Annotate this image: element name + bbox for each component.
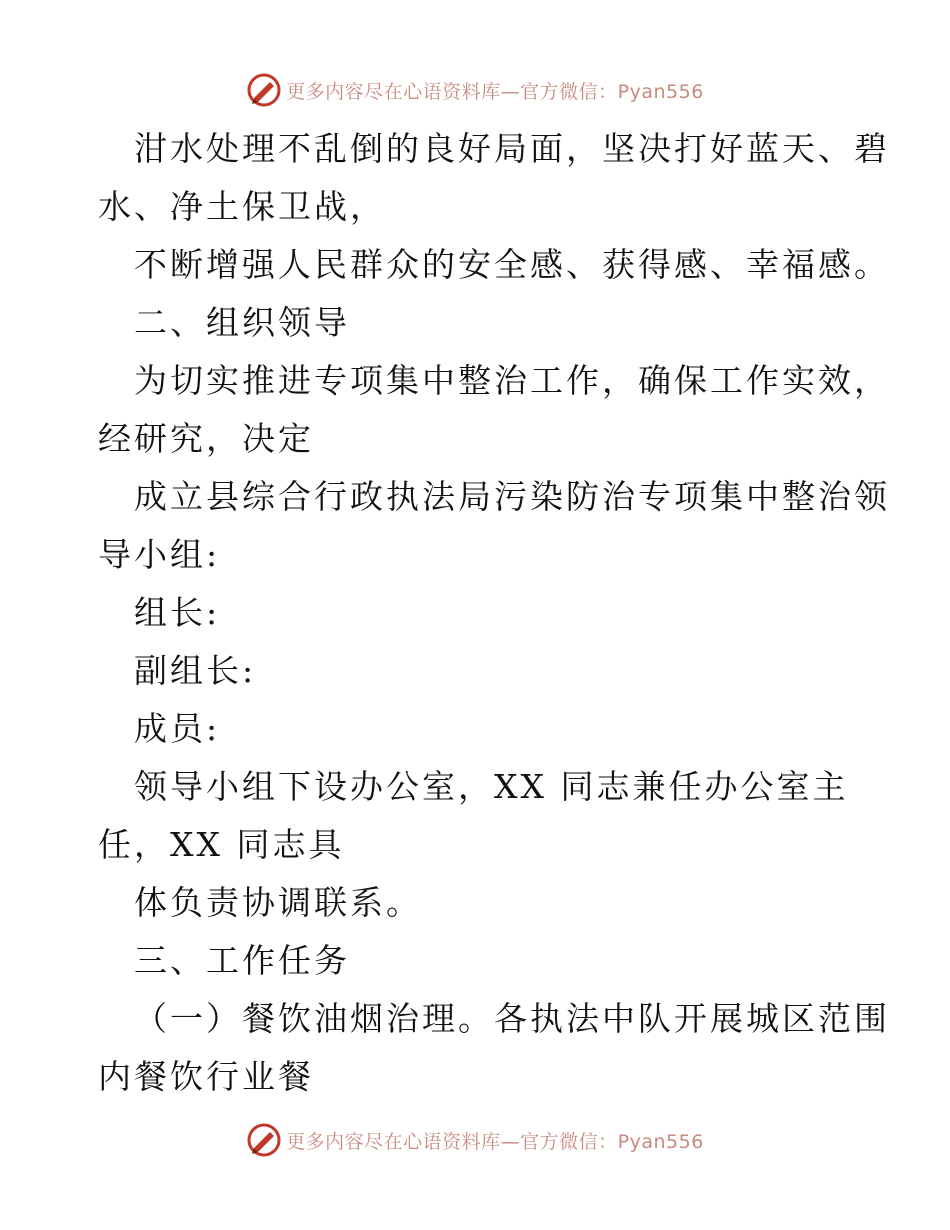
text-line: 内餐饮行业餐 <box>98 1057 314 1096</box>
watermark-footer <box>0 1120 950 1160</box>
text-line: 任，XX 同志具 <box>98 825 345 864</box>
document-body <box>98 120 890 1106</box>
text-line: 副组长: <box>134 651 257 690</box>
text-line: 水、净土保卫战， <box>98 187 386 226</box>
pen-logo-icon <box>246 1122 282 1158</box>
text-line: 成立县综合行政执法局污染防治专项集中整治领 <box>134 477 890 516</box>
text-line: 体负责协调联系。 <box>134 883 422 922</box>
section-heading: 三、工作任务 <box>134 941 350 980</box>
text-line: 组长: <box>134 593 221 632</box>
section-heading: 二、组织领导 <box>134 303 350 342</box>
watermark-header <box>0 70 950 110</box>
text-line: 不断增强人民群众的安全感、获得感、幸福感。 <box>134 245 890 284</box>
watermark-text: 更多内容尽在心语资料库—官方微信：Pyan556 <box>286 1130 704 1153</box>
pen-logo-icon <box>246 72 282 108</box>
text-line: 成员: <box>134 709 221 748</box>
watermark-text: 更多内容尽在心语资料库—官方微信：Pyan556 <box>286 80 704 103</box>
text-line: （一）餐饮油烟治理。各执法中队开展城区范围 <box>134 999 890 1038</box>
text-line: 领导小组下设办公室，XX 同志兼任办公室主 <box>134 767 849 806</box>
text-line: 经研究，决定 <box>98 419 314 458</box>
text-line: 泔水处理不乱倒的良好局面，坚决打好蓝天、碧 <box>134 129 890 168</box>
text-line: 导小组: <box>98 535 221 574</box>
text-line: 为切实推进专项集中整治工作，确保工作实效， <box>134 361 890 400</box>
